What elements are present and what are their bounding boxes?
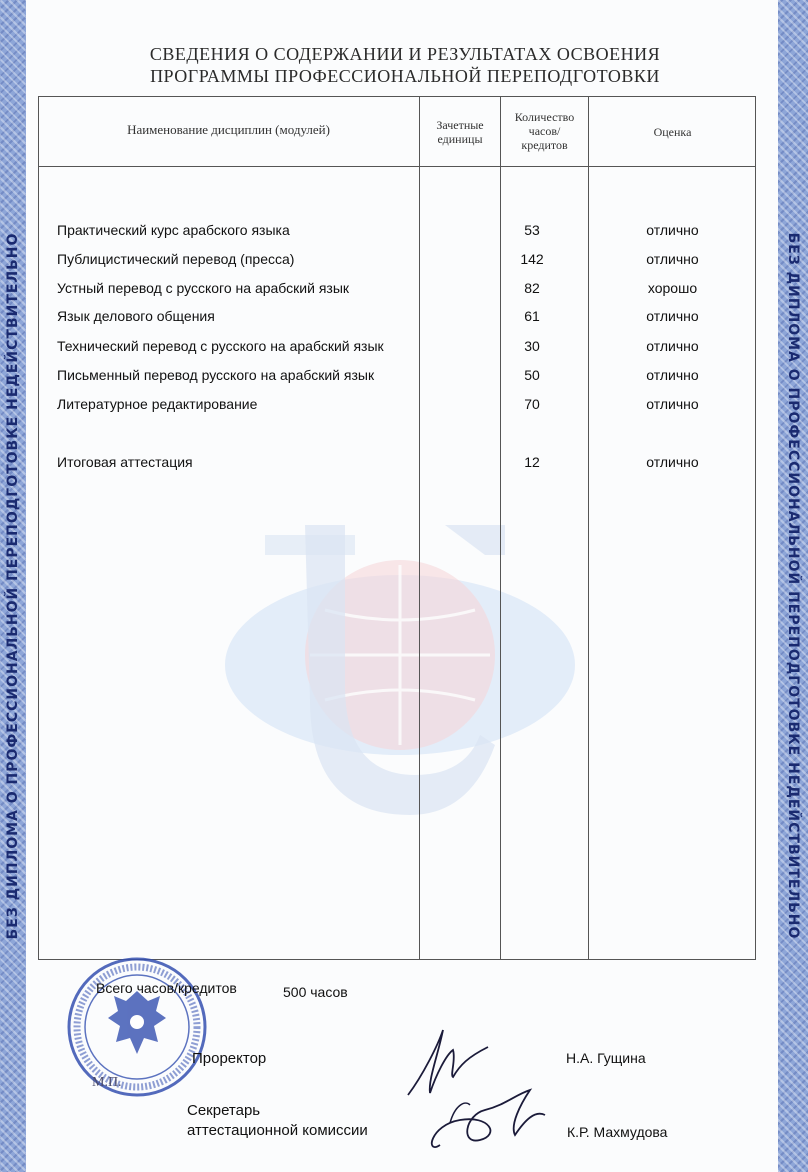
discipline-name: Технический перевод с русского на арабский язык bbox=[57, 338, 384, 354]
table-row bbox=[38, 367, 756, 389]
final-attestation-name: Итоговая аттестация bbox=[57, 454, 193, 470]
discipline-grade: отлично bbox=[646, 396, 699, 412]
column-header-hours bbox=[501, 110, 588, 152]
final-attestation-row bbox=[38, 454, 756, 476]
final-attestation-grade: отлично bbox=[646, 454, 699, 470]
table-row bbox=[38, 280, 756, 302]
secretary-label-line-2: аттестационной комиссии bbox=[187, 1122, 368, 1139]
discipline-grade: отлично bbox=[646, 251, 699, 267]
discipline-grade: отлично bbox=[646, 367, 699, 383]
total-hours-label: Всего часов/кредитов bbox=[96, 980, 237, 996]
seal-place-mark: М.П. bbox=[92, 1075, 122, 1090]
secretary-label-line-1: Секретарь bbox=[187, 1102, 261, 1119]
table-row bbox=[38, 396, 756, 418]
discipline-name: Язык делового общения bbox=[57, 308, 215, 324]
discipline-hours: 82 bbox=[524, 280, 540, 296]
document-title-line-1: СВЕДЕНИЯ О СОДЕРЖАНИИ И РЕЗУЛЬТАТАХ ОСВОЕНИЯ bbox=[149, 44, 661, 64]
column-header-grade: Оценка bbox=[653, 125, 692, 139]
prorector-label: Проректор bbox=[192, 1050, 267, 1067]
table-row bbox=[38, 251, 756, 273]
left-security-border bbox=[0, 0, 26, 1172]
discipline-hours: 142 bbox=[520, 251, 544, 267]
secretary-signature bbox=[420, 1085, 550, 1160]
column-header-hours-line-3: кредитов bbox=[521, 138, 568, 152]
discipline-hours: 30 bbox=[524, 338, 540, 354]
discipline-name: Литературное редактирование bbox=[57, 396, 258, 412]
discipline-name: Письменный перевод русского на арабский язык bbox=[57, 367, 375, 383]
table-row bbox=[38, 338, 756, 360]
column-header-credit-units bbox=[420, 118, 500, 146]
total-hours-value: 500 часов bbox=[283, 984, 348, 1000]
discipline-grade: отлично bbox=[646, 338, 699, 354]
discipline-name: Практический курс арабского языка bbox=[57, 222, 290, 238]
secretary-name: К.Р. Махмудова bbox=[567, 1124, 668, 1140]
right-border-text: БЕЗ ДИПЛОМА О ПРОФЕССИОНАЛЬНОЙ ПЕРЕПОДГОТОВКЕ НЕДЕЙСТВИТЕЛЬНО bbox=[785, 232, 801, 940]
final-attestation-hours: 12 bbox=[524, 454, 540, 470]
table-header-divider bbox=[38, 166, 756, 167]
discipline-hours: 61 bbox=[524, 308, 540, 324]
column-header-credit-units-line-1: Зачетные bbox=[436, 118, 484, 132]
table-row bbox=[38, 308, 756, 330]
discipline-grade: отлично bbox=[646, 308, 699, 324]
document-title-line-2: ПРОГРАММЫ ПРОФЕССИОНАЛЬНОЙ ПЕРЕПОДГОТОВКИ bbox=[150, 66, 660, 86]
discipline-hours: 70 bbox=[524, 396, 540, 412]
left-border-text: БЕЗ ДИПЛОМА О ПРОФЕССИОНАЛЬНОЙ ПЕРЕПОДГОТОВКЕ НЕДЕЙСТВИТЕЛЬНО bbox=[5, 232, 21, 940]
discipline-hours: 53 bbox=[524, 222, 540, 238]
discipline-hours: 50 bbox=[524, 367, 540, 383]
column-header-credit-units-line-2: единицы bbox=[437, 132, 483, 146]
discipline-name: Устный перевод с русского на арабский язык bbox=[57, 280, 350, 296]
prorector-name: Н.А. Гущина bbox=[566, 1050, 646, 1066]
column-header-discipline: Наименование дисциплин (модулей) bbox=[127, 122, 330, 137]
column-header-hours-line-1: Количество bbox=[514, 110, 575, 124]
discipline-grade: хорошо bbox=[647, 280, 698, 296]
right-security-border bbox=[778, 0, 808, 1172]
discipline-grade: отлично bbox=[646, 222, 699, 238]
official-seal-stamp bbox=[66, 956, 208, 1098]
column-header-hours-line-2: часов/ bbox=[528, 124, 561, 138]
table-row bbox=[38, 222, 756, 244]
discipline-name: Публицистический перевод (пресса) bbox=[57, 251, 295, 267]
